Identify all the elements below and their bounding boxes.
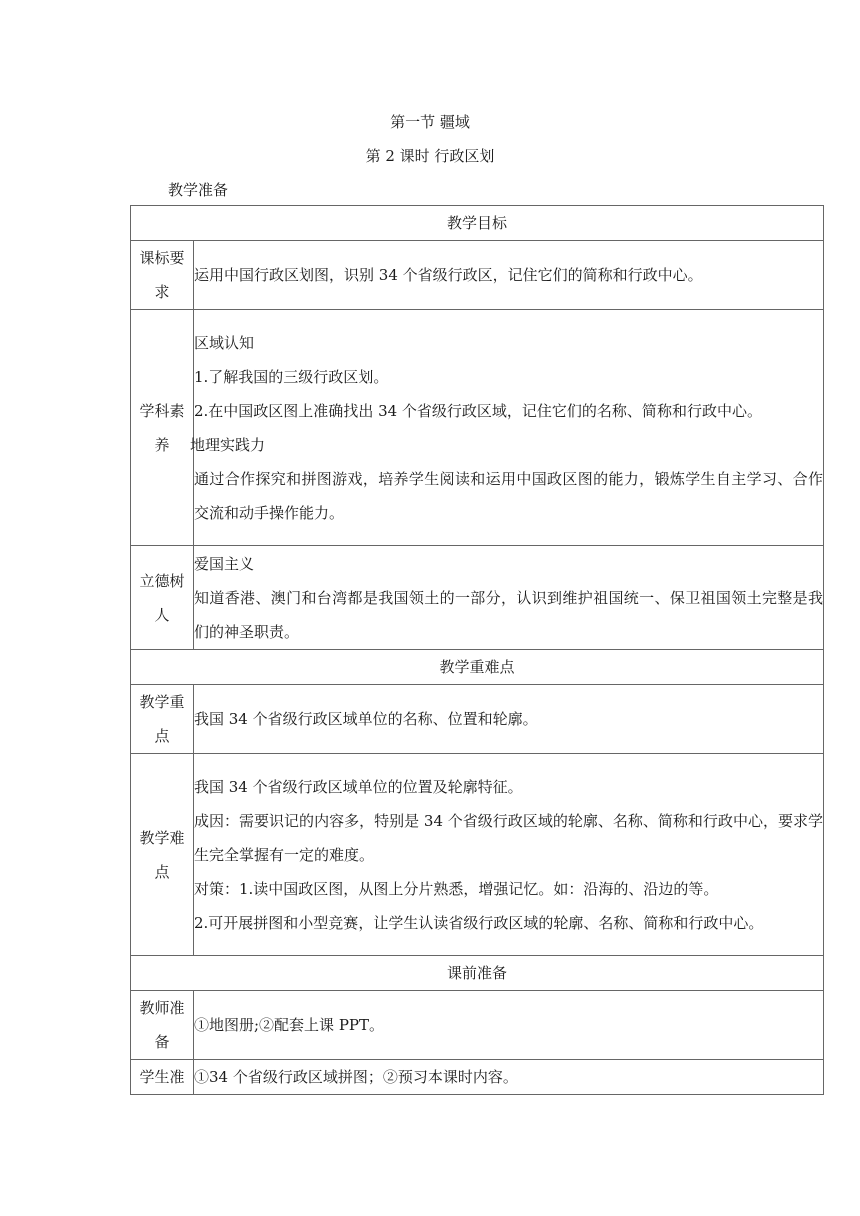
- key-header-row: [131, 650, 824, 685]
- lide-sub1: 爱国主义: [194, 554, 255, 573]
- section-title: 第一节 疆域: [390, 113, 470, 131]
- nandian-content: [194, 754, 824, 956]
- student-row: [131, 1060, 824, 1095]
- teacher-text: ①地图册;②配套上课 PPT。: [194, 991, 824, 1060]
- prep-header: 课前准备: [131, 956, 824, 991]
- nandian-row: [131, 754, 824, 956]
- suyang-item3: 通过合作探究和拼图游戏，培养学生阅读和运用中国政区图的能力，锻炼学生自主学习、合作交流和动手操作能力。: [194, 469, 823, 522]
- suyang-label: 学科素 养: [131, 310, 194, 546]
- lide-row: [131, 546, 824, 650]
- suyang-content: [190, 310, 824, 546]
- prep-label: 教学准备: [168, 181, 229, 199]
- key-header: 教学重难点: [131, 650, 824, 685]
- prep-header-row: [131, 956, 824, 991]
- zhongdian-label: 教学重 点: [131, 685, 194, 754]
- lide-label: 立德树 人: [131, 546, 194, 650]
- teacher-label: 教师准 备: [131, 991, 194, 1060]
- goal-header-row: [131, 206, 824, 241]
- student-text: ①34 个省级行政区域拼图；②预习本课时内容。: [194, 1060, 824, 1095]
- lesson-title: 第 2 课时 行政区划: [365, 147, 495, 165]
- zhongdian-text: 我国 34 个省级行政区域单位的名称、位置和轮廓。: [194, 685, 824, 754]
- nandian-line4: 2.可开展拼图和小型竞赛，让学生认读省级行政区域的轮廓、名称、简称和行政中心。: [194, 913, 764, 932]
- lesson-plan-table: [130, 205, 824, 1095]
- suyang-sub2: 地理实践力: [190, 435, 266, 454]
- nandian-line2: 成因：需要识记的内容多，特别是 34 个省级行政区域的轮廓、名称、简称和行政中心，要求学生完全掌握有一定的难度。: [194, 811, 823, 864]
- kebiao-row: [131, 241, 824, 310]
- student-label: 学生准: [131, 1060, 194, 1095]
- nandian-line3: 对策：1.读中国政区图，从图上分片熟悉，增强记忆。如：沿海的、沿边的等。: [194, 879, 719, 898]
- teacher-row: [131, 991, 824, 1060]
- zhongdian-row: [131, 685, 824, 754]
- nandian-line1: 我国 34 个省级行政区域单位的位置及轮廓特征。: [194, 777, 523, 796]
- nandian-label: 教学难 点: [131, 754, 194, 956]
- kebiao-label: 课标要 求: [131, 241, 194, 310]
- lide-text: 知道香港、澳门和台湾都是我国领土的一部分，认识到维护祖国统一、保卫祖国领土完整是我们的神圣职责。: [194, 588, 823, 641]
- suyang-row: [131, 310, 824, 546]
- lide-content: [194, 546, 824, 650]
- suyang-item1: 1.了解我国的三级行政区划。: [194, 367, 389, 386]
- goal-header: 教学目标: [131, 206, 824, 241]
- suyang-sub1: 区域认知: [194, 333, 255, 352]
- suyang-item2: 2.在中国政区图上准确找出 34 个省级行政区域，记住它们的名称、简称和行政中心。: [194, 401, 762, 420]
- kebiao-text: 运用中国行政区划图，识别 34 个省级行政区，记住它们的简称和行政中心。: [194, 241, 824, 310]
